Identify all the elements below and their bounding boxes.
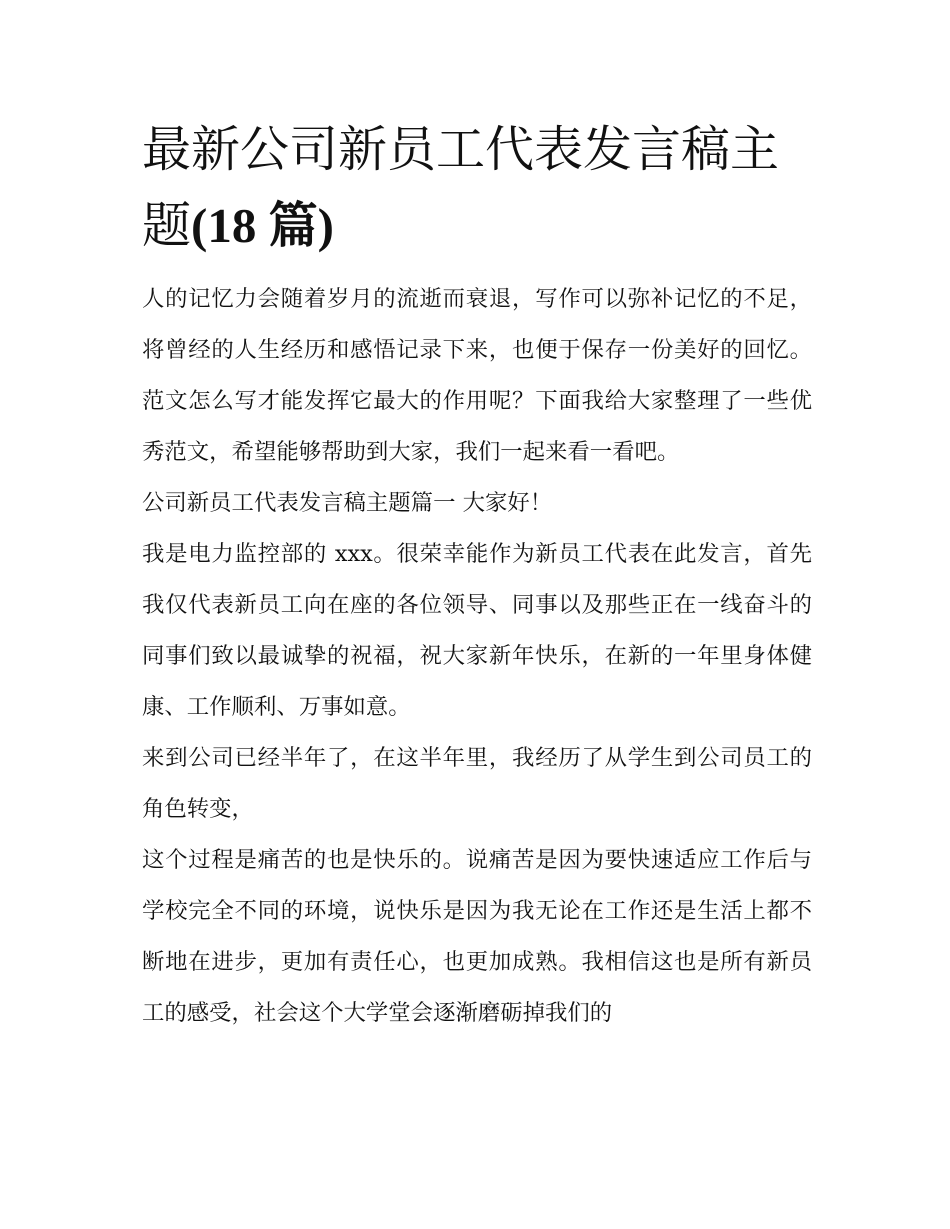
paragraph-intro: 人的记忆力会随着岁月的流逝而衰退，写作可以弥补记忆的不足，将曾经的人生经历和感悟记录下来，也便于保存一份美好的回忆。范文怎么写才能发挥它最大的作用呢？下面我给大家整理了一些优秀范文，希望能够帮助到大家，我们一起来看一看吧。: [142, 286, 812, 465]
title-count: (18: [191, 198, 257, 253]
paragraph-half-year: 来到公司已经半年了，在这半年里，我经历了从学生到公司员工的角色转变，: [142, 745, 812, 822]
paragraph-section-heading: 公司新员工代表发言稿主题篇一 大家好！: [142, 490, 553, 516]
document-body: [142, 274, 812, 1039]
document-title: [142, 112, 812, 264]
title-prefix: 题: [142, 197, 192, 254]
title-close: ): [317, 198, 334, 253]
document-page: [142, 112, 812, 1039]
title-text: 最新公司新员工代表发言稿主: [142, 121, 780, 178]
paragraph-process: 这个过程是痛苦的也是快乐的。说痛苦是因为要快速适应工作后与学校完全不同的环境，说快乐是因为我无论在工作还是生活上都不断地在进步，更加有责任心，也更加成熟。我相信这也是所有新员工的感受，社会这个大学堂会逐渐磨砺掉我们的: [142, 847, 812, 1026]
title-unit: 篇: [256, 198, 318, 253]
paragraph-self-intro: 我是电力监控部的 xxx。很荣幸能作为新员工代表在此发言，首先我仅代表新员工向在座的各位领导、同事以及那些正在一线奋斗的同事们致以最诚挚的祝福，祝大家新年快乐，在新的一年里身体健康、工作顺利、万事如意。: [142, 541, 812, 720]
